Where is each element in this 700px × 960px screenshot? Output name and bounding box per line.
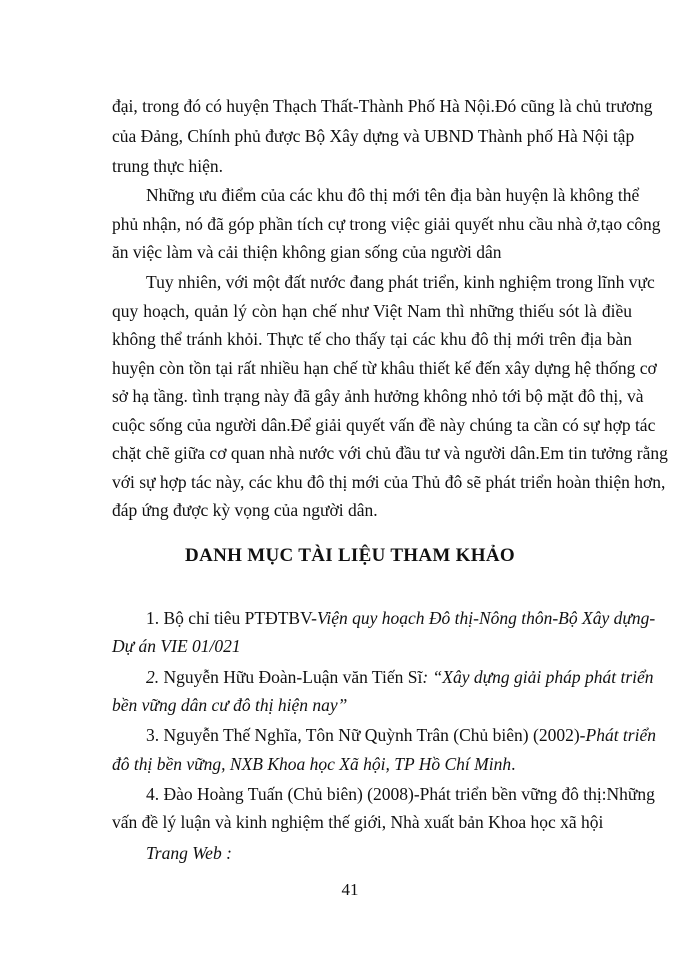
page-number: 41 bbox=[341, 880, 359, 899]
p3-line-5: sở hạ tầng. tình trạng này đã gây ảnh hưởng không nhỏ tới bộ mặt đô thị, và bbox=[112, 386, 644, 406]
reference-1-line-2: Dự án VIE 01/021 bbox=[112, 636, 241, 656]
reference-2-number: 2. bbox=[146, 667, 160, 687]
p3-line-9: đáp ứng được kỳ vọng của người dân. bbox=[112, 500, 378, 520]
reference-2-title: : “Xây dựng giải pháp phát triển bbox=[422, 667, 654, 687]
reference-4-line-1: 4. Đào Hoàng Tuấn (Chủ biên) (2008)-Phát triển bền vững đô thị:Những bbox=[146, 784, 655, 804]
reference-2-author: Nguyễn Hữu Đoàn-Luận văn Tiến Sĩ bbox=[159, 667, 423, 687]
p3-line-3: không thể tránh khỏi. Thực tế cho thấy tại các khu đô thị mới trên địa bàn bbox=[112, 329, 632, 349]
p3-line-1: Tuy nhiên, với một đất nước đang phát triển, kinh nghiệm trong lĩnh vực bbox=[146, 272, 655, 292]
p3-line-8: với sự hợp tác này, các khu đô thị mới của Thủ đô sẽ phát triển hoàn thiện hơn, bbox=[112, 472, 666, 492]
p3-line-4: huyện còn tồn tại rất nhiều hạn chế từ khâu thiết kế đến xây dựng hệ thống cơ bbox=[112, 358, 657, 378]
p2-line-3: ăn việc làm và cải thiện không gian sống của người dân bbox=[112, 242, 502, 262]
reference-3-line-1 bbox=[146, 723, 656, 747]
reference-4-line-2: vấn đề lý luận và kinh nghiệm thế giới, Nhà xuất bản Khoa học xã hội bbox=[112, 812, 604, 832]
reference-3-title: Phát triển bbox=[585, 725, 656, 745]
reference-1-author: 1. Bộ chỉ tiêu PTĐTBV- bbox=[146, 608, 317, 628]
p1-line-2: của Đảng, Chính phủ được Bộ Xây dựng và UBND Thành phố Hà Nội tập bbox=[112, 126, 635, 146]
p3-line-6: cuộc sống của người dân.Để giải quyết vấn đề này chúng ta cần có sự hợp tác bbox=[112, 415, 656, 435]
p2-line-1: Những ưu điểm của các khu đô thị mới tên địa bàn huyện là không thể bbox=[146, 185, 640, 205]
p3-line-7: chặt chẽ giữa cơ quan nhà nước với chủ đầu tư và người dân.Em tin tưởng rằng bbox=[112, 443, 668, 463]
reference-2-line-1 bbox=[146, 665, 654, 689]
reference-3-author: 3. Nguyễn Thế Nghĩa, Tôn Nữ Quỳnh Trân (Chủ biên) (2002)- bbox=[146, 725, 586, 745]
reference-2-line-2: bền vững dân cư đô thị hiện nay” bbox=[112, 695, 348, 715]
reference-3-period: . bbox=[511, 754, 516, 774]
p1-line-1: đại, trong đó có huyện Thạch Thất-Thành Phố Hà Nội.Đó cũng là chủ trương bbox=[112, 96, 653, 116]
p1-line-3: trung thực hiện. bbox=[112, 156, 224, 176]
p3-line-2: quy hoạch, quản lý còn hạn chế như Việt Nam thì những thiếu sót là điều bbox=[112, 301, 632, 321]
reference-3-line-2 bbox=[112, 752, 632, 776]
reference-3-publisher: đô thị bền vững, NXB Khoa học Xã hội, TP Hồ Chí Minh bbox=[112, 754, 512, 774]
web-references-label: Trang Web : bbox=[146, 843, 232, 863]
references-heading: DANH MỤC TÀI LIỆU THAM KHẢO bbox=[185, 545, 515, 566]
reference-1-title: Viện quy hoạch Đô thị-Nông thôn-Bộ Xây dựng- bbox=[316, 608, 656, 628]
reference-1-line-1 bbox=[146, 606, 656, 630]
p2-line-2: phủ nhận, nó đã góp phần tích cự trong việc giải quyết nhu cầu nhà ở,tạo công bbox=[112, 214, 661, 234]
